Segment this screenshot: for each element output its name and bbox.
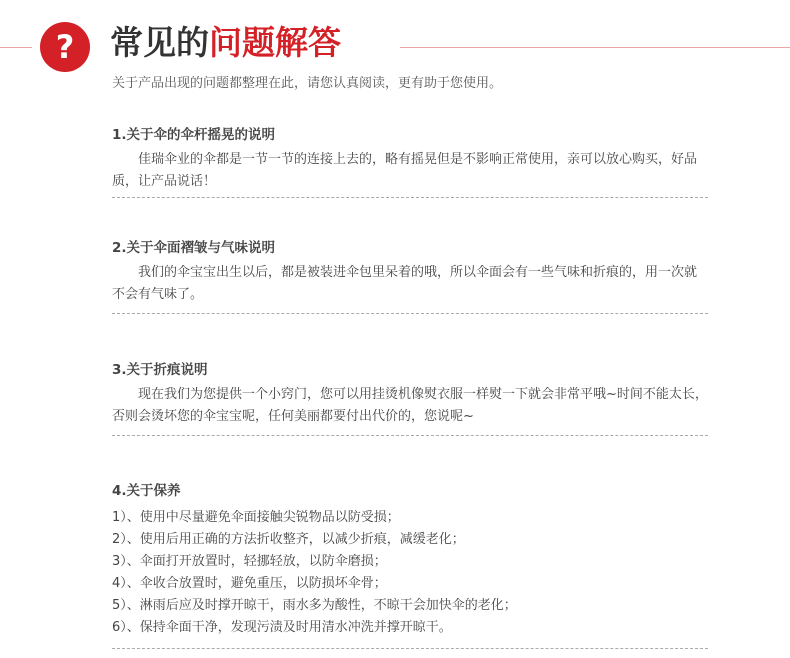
faq-section-maintenance bbox=[112, 481, 708, 639]
page-subtitle: 关于产品出现的问题都整理在此，请您认真阅读，更有助于您使用。 bbox=[112, 76, 503, 91]
section-body: 佳瑞伞业的伞都是一节一节的连接上去的，略有摇晃但是不影响正常使用，亲可以放心购买，好品质，让产品说话！ bbox=[112, 152, 698, 189]
header-rule-right bbox=[400, 47, 790, 48]
section-body: 现在我们为您提供一个小窍门，您可以用挂烫机像熨衣服一样熨一下就会非常平哦~时间不能太长，否则会烫坏您的伞宝宝呢，任何美丽都要付出代价的，您说呢~ bbox=[112, 387, 708, 424]
list-item: 4）、伞收合放置时，避免重压，以防损坏伞骨； bbox=[112, 576, 387, 591]
list-item: 3）、伞面打开放置时，轻挪轻放，以防伞磨损； bbox=[112, 554, 387, 569]
list-item: 2）、使用后用正确的方法折收整齐，以减少折痕，减缓老化； bbox=[112, 532, 465, 547]
faq-section-pole bbox=[112, 125, 708, 193]
list-item: 1）、使用中尽量避免伞面接触尖锐物品以防受损； bbox=[112, 510, 400, 525]
section-divider bbox=[112, 197, 708, 198]
faq-section-wrinkle-odor bbox=[112, 238, 708, 306]
page-title-dark: 常见的 bbox=[110, 23, 209, 62]
page-title bbox=[110, 20, 341, 66]
section-heading: 3.关于折痕说明 bbox=[112, 362, 208, 378]
section-divider bbox=[112, 435, 708, 436]
list-item: 6）、保持伞面干净，发现污渍及时用清水冲洗并撑开晾干。 bbox=[112, 620, 452, 635]
section-heading: 1.关于伞的伞杆摇晃的说明 bbox=[112, 127, 276, 143]
faq-section-crease bbox=[112, 360, 708, 428]
question-icon: ? bbox=[40, 22, 90, 72]
maintenance-list bbox=[112, 507, 708, 639]
section-heading: 4.关于保养 bbox=[112, 483, 181, 499]
section-divider bbox=[112, 648, 708, 649]
header-rule-left bbox=[0, 47, 32, 48]
page-title-red: 问题解答 bbox=[209, 23, 341, 62]
section-body: 我们的伞宝宝出生以后，都是被装进伞包里呆着的哦，所以伞面会有一些气味和折痕的，用一次就不会有气味了。 bbox=[112, 265, 698, 302]
section-divider bbox=[112, 313, 708, 314]
list-item: 5）、淋雨后应及时撑开晾干，雨水多为酸性，不晾干会加快伞的老化； bbox=[112, 598, 517, 613]
section-heading: 2.关于伞面褶皱与气味说明 bbox=[112, 240, 276, 256]
